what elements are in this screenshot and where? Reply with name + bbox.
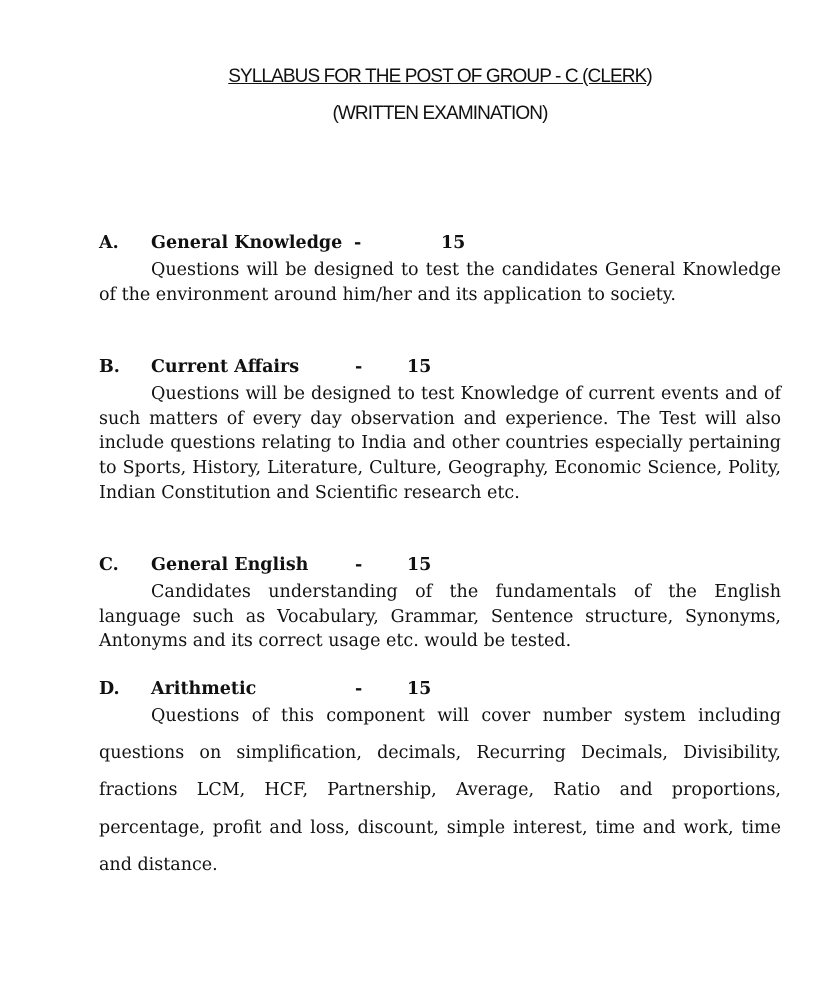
section-name: Current Affairs <box>151 357 300 377</box>
section-name: General English <box>151 555 309 575</box>
section-letter: A. <box>99 233 119 253</box>
section-marks: 15 <box>441 233 466 253</box>
section-dash: - <box>355 357 363 377</box>
section-marks: 15 <box>407 357 432 377</box>
section-name: General Knowledge <box>151 233 343 253</box>
section-marks: 15 <box>407 555 432 575</box>
section-header <box>99 679 781 704</box>
section-letter: C. <box>99 555 119 575</box>
section-dash: - <box>355 679 363 699</box>
section-description: Candidates understanding of the fundamentals of the English language such as Vocabulary, Grammar, Sentence structure, Synonyms, Antonyms and its correct usage etc. would be tested. <box>99 582 781 652</box>
section-current-affairs <box>99 357 781 506</box>
section-description: Questions will be designed to test Knowledge of current events and of such matters of every day observation and experience. The Test will also include questions relating to India and other countries especially pertaining to Sports, History, Literature, Culture, Geography, Economic Science, Polity, Indian Constitution and Scientific research etc. <box>99 384 781 503</box>
section-name: Arithmetic <box>151 679 257 699</box>
section-arithmetic <box>99 679 781 884</box>
section-letter: B. <box>99 357 120 377</box>
section-header <box>99 357 781 382</box>
section-marks: 15 <box>407 679 432 699</box>
section-dash: - <box>355 555 363 575</box>
section-header <box>99 233 781 258</box>
section-dash: - <box>354 233 362 253</box>
section-general-knowledge <box>99 233 781 307</box>
section-description: Questions of this component will cover number system including questions on simplification, decimals, Recurring Decimals, Divisibility, fractions LCM, HCF, Partnership, Average, Ratio and proportions, percentage, profit and loss, discount, simple interest, time and work, time and distance. <box>99 706 781 875</box>
section-description: Questions will be designed to test the candidates General Knowledge of the environment around him/her and its application to society. <box>99 260 781 305</box>
section-letter: D. <box>99 679 120 699</box>
section-header <box>99 555 781 580</box>
document-title: SYLLABUS FOR THE POST OF GROUP - C (CLERK) <box>228 66 652 87</box>
document-subtitle: (WRITTEN EXAMINATION) <box>332 103 548 124</box>
section-general-english <box>99 555 781 654</box>
